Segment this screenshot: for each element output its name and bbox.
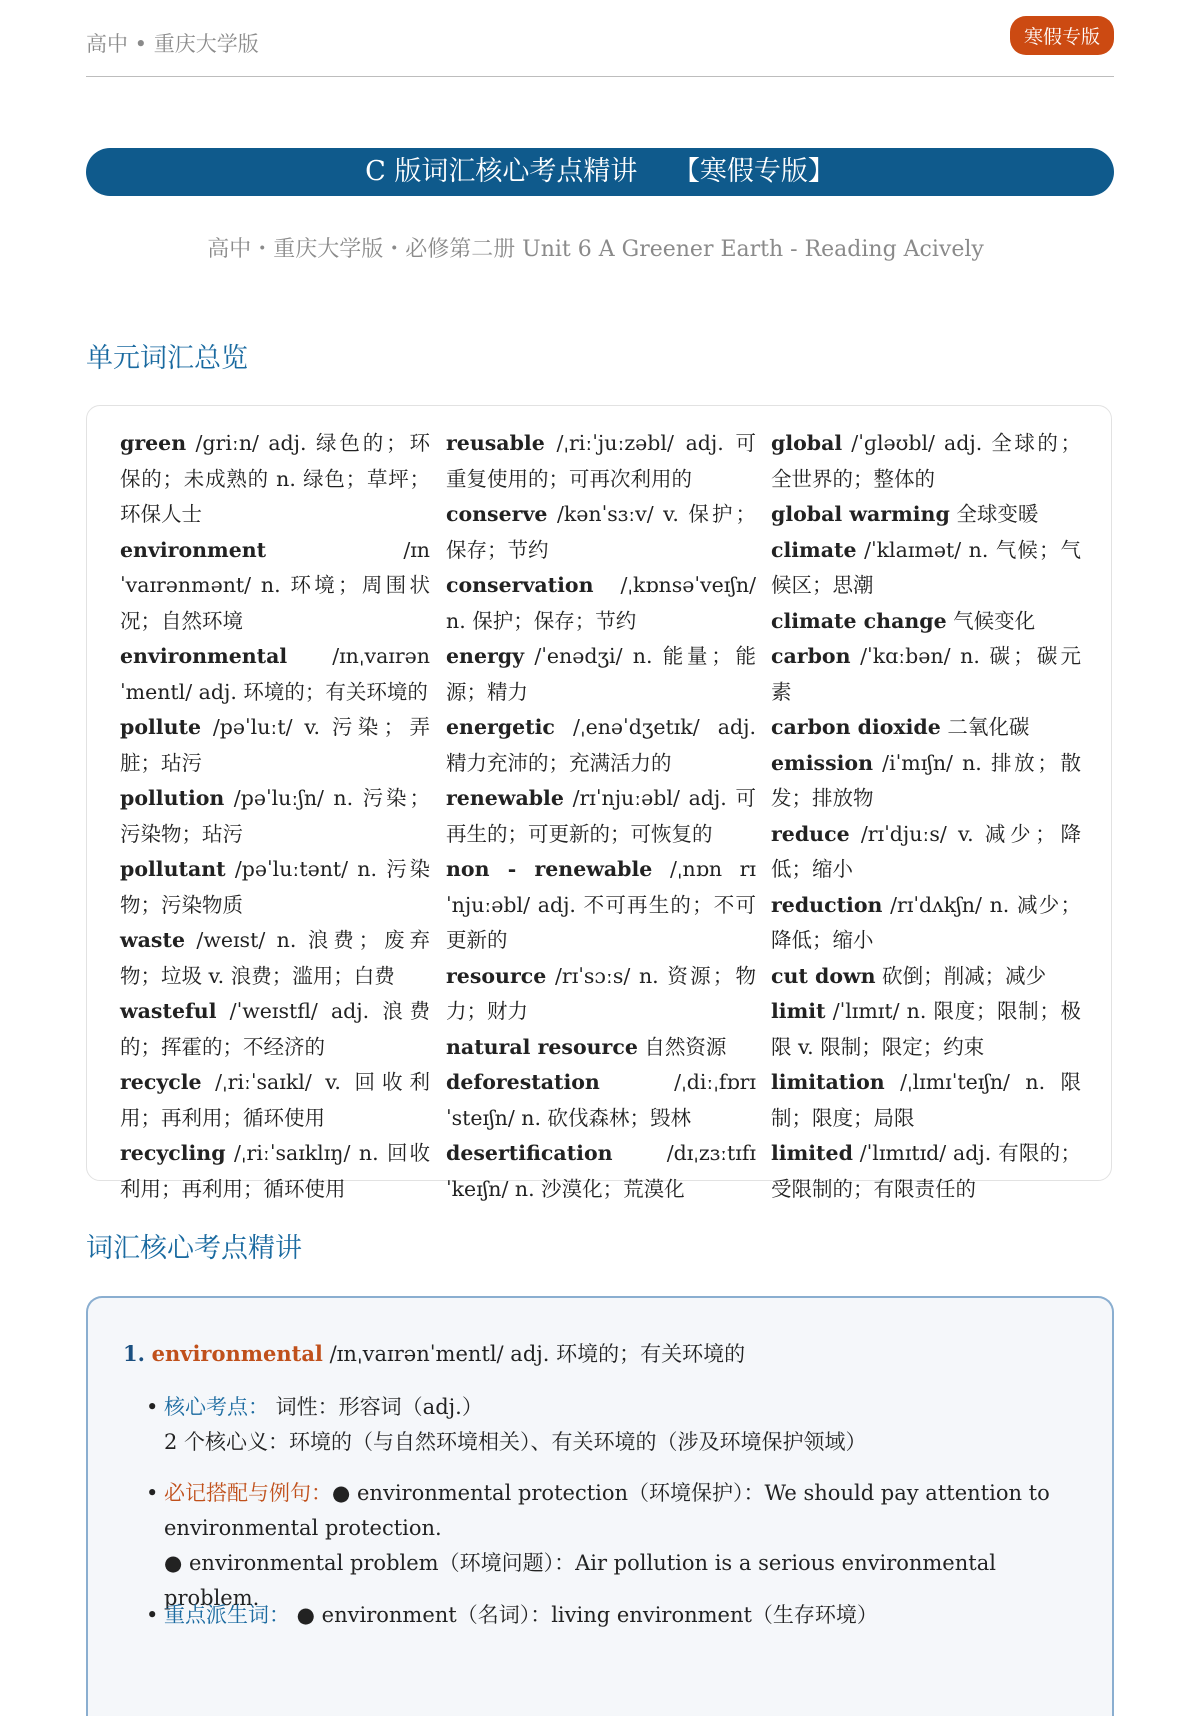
vocab-entry xyxy=(771,710,1081,746)
vocab-word: resource xyxy=(446,963,547,988)
vocab-definition: /ˌenəˈdʒetɪk/ adj. 精力充沛的；充满活力的 xyxy=(446,715,756,775)
keypoint-word: environmental xyxy=(151,1341,323,1366)
vocab-entry xyxy=(446,1065,756,1136)
vocab-entry xyxy=(120,639,430,710)
keypoint-number: 1. xyxy=(123,1341,145,1366)
vocab-definition: /rɪˈsɔːs/ n. 资源；物力；财力 xyxy=(446,963,756,1023)
vocab-definition: /pəˈluːtənt/ n. 污染物；污染物质 xyxy=(120,857,430,917)
vocab-word: renewable xyxy=(446,786,564,810)
vocab-definition: 气候变化 xyxy=(946,608,1036,633)
keypoint-box xyxy=(86,1296,1114,1716)
vocab-word: environmental xyxy=(120,644,288,668)
vocab-entry xyxy=(120,923,430,994)
section-title-keypoints: 词汇核心考点精讲 xyxy=(86,1233,302,1264)
vocab-definition: /ˌriːˈsaɪklɪŋ/ n. 回收利用；再利用；循环使用 xyxy=(120,1141,430,1201)
vocab-definition: /ˈlɪmɪtɪd/ adj. 有限的；受限制的；有限责任的 xyxy=(771,1141,1081,1201)
page-header xyxy=(86,24,1114,77)
vocab-word: climate xyxy=(771,537,857,562)
vocab-word: climate change xyxy=(771,608,947,633)
collocation-example-1: ● environmental protection（环境保护）：We should pay attention to environmental protection. xyxy=(164,1481,1050,1540)
vocab-definition: /rɪˈnjuːəbl/ adj. 可再生的；可更新的；可恢复的 xyxy=(446,786,756,846)
collocation-example-2: ● environmental problem（环境问题）：Air pollution is a serious environmental problem. xyxy=(164,1551,996,1610)
vocab-definition: /griːn/ adj. 绿色的；环保的；未成熟的 n. 绿色；草坪；环保人士 xyxy=(120,431,430,526)
vocab-word: limitation xyxy=(771,1070,885,1094)
vocab-definition: /ˈɡləʊbl/ adj. 全球的；全世界的；整体的 xyxy=(771,431,1081,491)
vocab-entry xyxy=(446,568,756,639)
vocab-definition: /ɪnˈvaɪrənmənt/ n. 环境；周围状况；自然环境 xyxy=(120,537,430,633)
vocab-entry xyxy=(446,497,756,568)
subtitle: 高中・重庆大学版・必修第二册 Unit 6 A Greener Earth - Reading Acively xyxy=(207,237,984,262)
vocab-overview-box xyxy=(86,405,1112,1201)
vocab-word: energy xyxy=(446,644,525,668)
vocab-definition: /ˈweɪstfl/ adj. 浪费的；挥霍的；不经济的 xyxy=(120,999,430,1059)
vocab-word: pollutant xyxy=(120,857,226,881)
vocab-entry xyxy=(120,533,430,640)
vocab-entry xyxy=(446,1136,756,1207)
derivative-label: 重点派生词： xyxy=(164,1603,290,1627)
vocab-word: desertification xyxy=(446,1141,613,1165)
vocab-word: waste xyxy=(120,928,185,952)
vocab-definition: /ˈklaɪmət/ n. 气候；气候区；思潮 xyxy=(771,537,1081,597)
vocab-definition: /kənˈsɜːv/ v. 保护；保存；节约 xyxy=(446,502,756,562)
vocab-definition: 二氧化碳 xyxy=(940,715,1030,739)
vocab-word: wasteful xyxy=(120,999,217,1023)
vocab-definition: /ˈenədʒi/ n. 能量；能源；精力 xyxy=(446,644,756,704)
vocab-word: non - renewable xyxy=(446,857,653,881)
vocab-word: conservation xyxy=(446,573,594,597)
core-point-item xyxy=(146,1390,1094,1460)
vocab-entry xyxy=(771,1065,1081,1136)
vocab-definition: /ˌlɪmɪˈteɪʃn/ n. 限制；限度；局限 xyxy=(771,1070,1081,1130)
vocab-entry xyxy=(120,852,430,923)
vocab-definition: /rɪˈdʌkʃn/ n. 减少；降低；缩小 xyxy=(771,892,1081,952)
vocab-entry xyxy=(120,1136,430,1207)
vocab-entry xyxy=(120,781,430,852)
vocab-definition: /pəˈluːʃn/ n. 污染；污染物；玷污 xyxy=(120,786,430,846)
vocab-entry xyxy=(446,959,756,1030)
vocab-entry xyxy=(446,710,756,781)
vocab-entry xyxy=(446,639,756,710)
vocab-entry xyxy=(771,639,1081,710)
vocab-word: deforestation xyxy=(446,1070,600,1094)
vocab-word: reduce xyxy=(771,821,850,846)
vocab-column-1 xyxy=(120,426,430,1207)
vocab-definition: /ˈkɑːbən/ n. 碳；碳元素 xyxy=(771,644,1081,704)
vocab-definition: /ˌkɒnsəˈveɪʃn/ n. 保护；保存；节约 xyxy=(446,573,756,633)
vocab-word: energetic xyxy=(446,715,555,739)
vocab-column-2 xyxy=(446,426,756,1207)
vocab-entry xyxy=(771,426,1081,497)
vocab-word: reduction xyxy=(771,892,883,917)
vocab-word: reusable xyxy=(446,431,545,455)
vocab-definition: /dɪˌzɜːtɪfɪˈkeɪʃn/ n. 沙漠化；荒漠化 xyxy=(446,1141,756,1201)
vocab-entry xyxy=(771,604,1081,640)
vocab-definition: /iˈmɪʃn/ n. 排放；散发；排放物 xyxy=(771,750,1081,810)
vocab-entry xyxy=(771,533,1081,604)
vocab-entry xyxy=(120,994,430,1065)
vocab-entry xyxy=(771,746,1081,817)
vocab-word: pollution xyxy=(120,786,225,810)
vocab-word: carbon xyxy=(771,644,851,668)
vocab-word: carbon dioxide xyxy=(771,715,941,739)
vocab-definition: /weɪst/ n. 浪费；废弃物；垃圾 v. 浪费；滥用；白费 xyxy=(120,928,430,988)
vocab-word: recycle xyxy=(120,1070,202,1094)
vocab-word: emission xyxy=(771,750,873,775)
section-title-overview: 单元词汇总览 xyxy=(86,343,248,374)
vocab-definition: 自然资源 xyxy=(637,1034,727,1059)
vocab-column-3 xyxy=(771,426,1081,1207)
vocab-entry xyxy=(446,852,756,959)
vocab-word: cut down xyxy=(771,963,876,988)
vocab-definition: 砍倒；削减；减少 xyxy=(875,963,1047,988)
core-point-text-2: 2 个核心义：环境的（与自然环境相关）、有关环境的（涉及环境保护领域） xyxy=(164,1430,867,1454)
vocab-definition: /ˌnɒn rɪˈnjuːəbl/ adj. 不可再生的；不可更新的 xyxy=(446,857,756,952)
vocab-definition: /ˌriːˈsaɪkl/ v. 回收利用；再利用；循环使用 xyxy=(120,1070,430,1130)
bullet-icon: • xyxy=(146,1481,159,1505)
vocab-entry xyxy=(120,1065,430,1136)
vocab-entry xyxy=(771,994,1081,1065)
vocab-entry xyxy=(446,426,756,497)
vocab-definition: 全球变暖 xyxy=(949,502,1039,526)
core-point-text-1: 词性：形容词（adj.） xyxy=(269,1395,483,1419)
vocab-definition: /ˌriːˈjuːzəbl/ adj. 可重复使用的；可再次利用的 xyxy=(446,431,756,491)
vocab-entry xyxy=(120,710,430,781)
vocab-definition: /ˌdiːˌfɒrɪˈsteɪʃn/ n. 砍伐森林；毁林 xyxy=(446,1070,756,1130)
vocab-entry xyxy=(771,1136,1081,1207)
vocab-word: global warming xyxy=(771,502,950,526)
vocab-entry xyxy=(446,781,756,852)
vocab-entry xyxy=(771,497,1081,533)
vocab-definition: /ɪnˌvaɪrənˈmentl/ adj. 环境的；有关环境的 xyxy=(120,644,430,704)
core-point-label: 核心考点： xyxy=(164,1395,269,1419)
bullet-icon: • xyxy=(146,1603,159,1627)
derivative-item xyxy=(146,1598,1094,1633)
vocab-definition: /rɪˈdjuːs/ v. 减少；降低；缩小 xyxy=(771,821,1081,881)
header-text: 高中 • 重庆大学版 xyxy=(86,32,259,56)
vocab-definition: /ˈlɪmɪt/ n. 限度；限制；极限 v. 限制；限定；约束 xyxy=(771,999,1081,1059)
bullet-icon: • xyxy=(146,1395,159,1419)
vocab-word: limit xyxy=(771,999,826,1023)
vocab-word: limited xyxy=(771,1141,853,1165)
vocab-word: conserve xyxy=(446,502,548,526)
keypoint-heading xyxy=(123,1338,745,1368)
vocab-entry xyxy=(446,1030,756,1066)
vocab-entry xyxy=(771,959,1081,995)
vocab-entry xyxy=(771,817,1081,888)
vocab-word: recycling xyxy=(120,1141,226,1165)
vocab-entry xyxy=(771,888,1081,959)
vocab-word: global xyxy=(771,431,843,455)
vocab-word: pollute xyxy=(120,715,201,739)
collocation-item xyxy=(146,1476,1094,1616)
vocab-entry xyxy=(120,426,430,533)
edition-badge: 寒假专版 xyxy=(1010,16,1114,55)
derivative-text: ● environment（名词）：living environment（生存环境） xyxy=(290,1603,878,1627)
vocab-word: environment xyxy=(120,537,267,562)
collocation-label: 必记搭配与例句： xyxy=(164,1481,332,1505)
title-banner: C 版词汇核心考点精讲 【寒假专版】 xyxy=(86,148,1114,196)
vocab-word: green xyxy=(120,431,187,455)
vocab-definition: /pəˈluːt/ v. 污染；弄脏；玷污 xyxy=(120,715,430,775)
vocab-word: natural resource xyxy=(446,1034,638,1059)
keypoint-definition: /ɪnˌvaɪrənˈmentl/ adj. 环境的；有关环境的 xyxy=(322,1342,746,1366)
